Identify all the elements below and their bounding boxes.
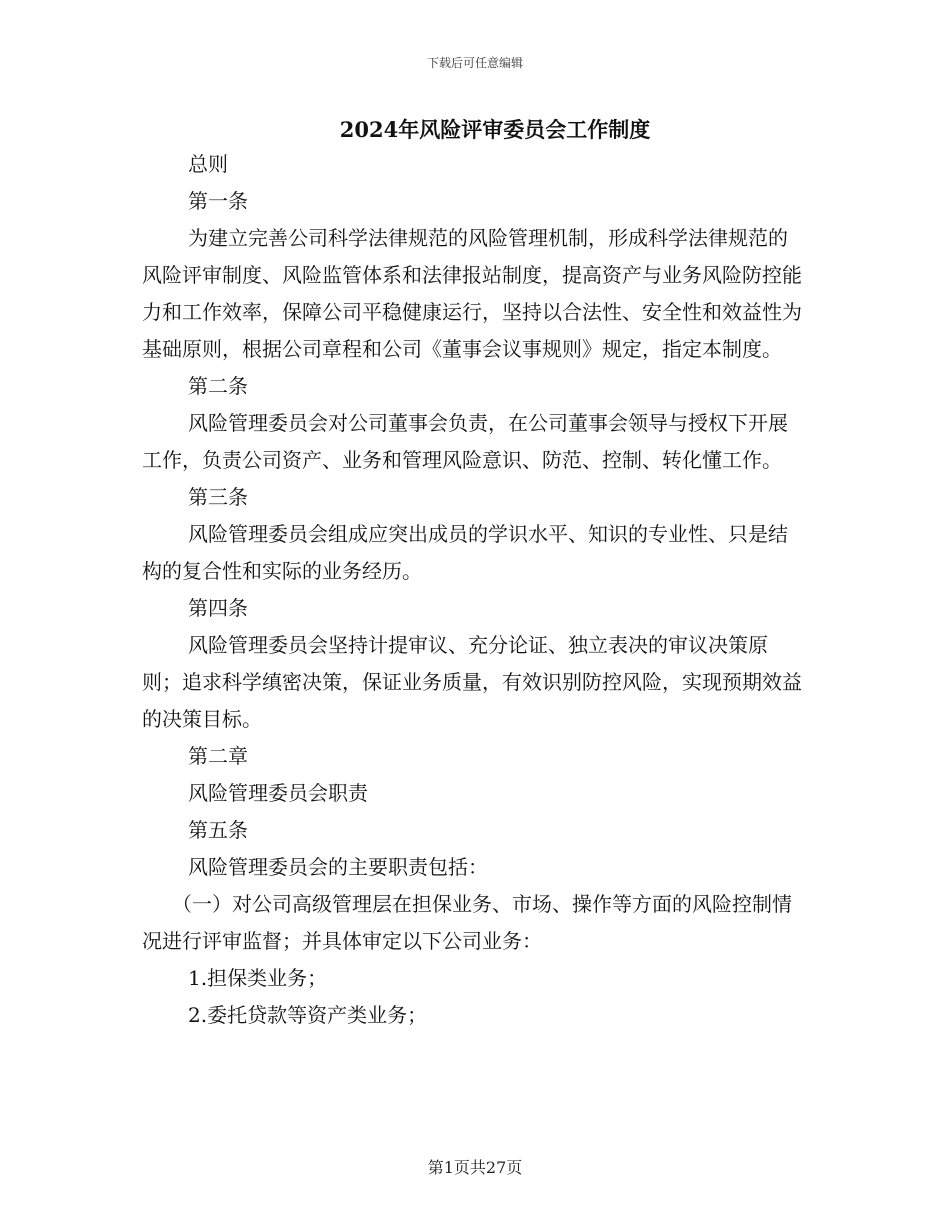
article-5-heading: 第五条 xyxy=(188,818,248,842)
list-item-2: 2.委托贷款等资产类业务； xyxy=(188,1003,428,1027)
list-item-1: 1.担保类业务； xyxy=(188,966,328,990)
article-5-intro: 风险管理委员会的主要职责包括： xyxy=(188,855,488,879)
section-general: 总则 xyxy=(188,152,228,176)
article-3-text: 风险管理委员会组成应突出成员的学识水平、知识的专业性、只是结构的复合性和实际的业务经历。 xyxy=(142,522,788,583)
article-4-text: 风险管理委员会坚持计提审议、充分论证、独立表决的审议决策原则；追求科学缜密决策，保证业务质量，有效识别防控风险，实现预期效益的决策目标。 xyxy=(142,633,802,731)
article-1-text: 为建立完善公司科学法律规范的风险管理机制，形成科学法律规范的风险评审制度、风险监管体系和法律报站制度，提高资产与业务风险防控能力和工作效率，保障公司平稳健康运行，坚持以合法性、安全性和效益性为基础原则，根据公司章程和公司《董事会议事规则》规定，指定本制度。 xyxy=(142,226,802,361)
article-3-heading: 第三条 xyxy=(188,485,248,509)
article-2-text: 风险管理委员会对公司董事会负责，在公司董事会领导与授权下开展工作，负责公司资产、业务和管理风险意识、防范、控制、转化懂工作。 xyxy=(142,411,788,472)
page-footer: 第1页共27页 xyxy=(427,1158,523,1177)
document-title: 2024年风险评审委员会工作制度 xyxy=(339,117,651,142)
article-2-heading: 第二条 xyxy=(188,374,248,398)
header-note: 下载后可任意编辑 xyxy=(426,56,523,70)
article-1-heading: 第一条 xyxy=(188,189,248,213)
document-body xyxy=(142,146,802,1034)
article-4-heading: 第四条 xyxy=(188,596,248,620)
article-5-item-1: （一）对公司高级管理层在担保业务、市场、操作等方面的风险控制情况进行评审监督；并具体审定以下公司业务： xyxy=(142,892,792,953)
chapter-2-heading: 第二章 xyxy=(188,744,248,768)
chapter-2-title: 风险管理委员会职责 xyxy=(188,781,368,805)
